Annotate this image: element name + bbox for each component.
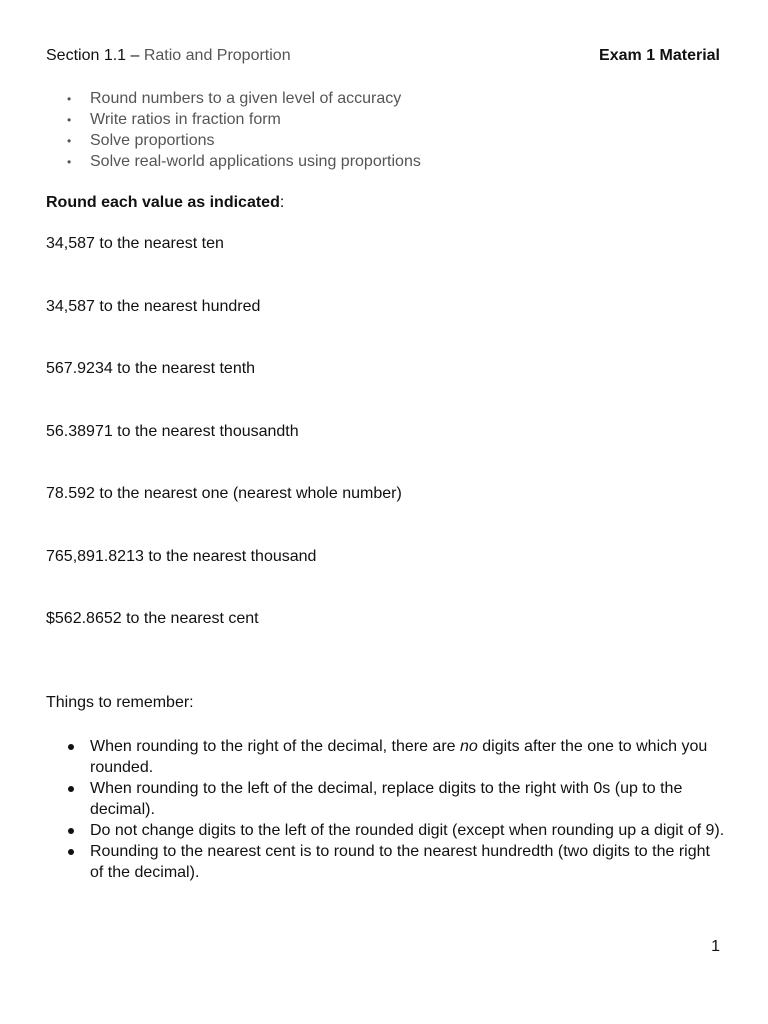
bullet-icon: • — [67, 92, 72, 106]
objectives-list — [46, 89, 421, 173]
bullet-icon: • — [67, 155, 72, 169]
rule-item: Rounding to the nearest cent is to round to the nearest hundredth (two digits to the right of the decimal). — [46, 841, 726, 883]
rule-item: Do not change digits to the left of the rounded digit (except when rounding up a digit of 9). — [46, 820, 726, 841]
rounding-problem: 78.592 to the nearest one (nearest whole number) — [46, 485, 402, 502]
objective-item: • Solve real-world applications using proportions — [67, 153, 421, 170]
section-title: Ratio and Proportion — [143, 47, 291, 64]
rounding-problem: 56.38971 to the nearest thousandth — [46, 423, 299, 440]
rule-item: When rounding to the right of the decimal, there are no digits after the one to which you rounded. — [46, 736, 726, 778]
objective-item: • Write ratios in fraction form — [67, 111, 281, 128]
objective-item: • Solve proportions — [67, 132, 215, 149]
rounding-problem: 765,891.8213 to the nearest thousand — [46, 548, 317, 565]
section-heading — [46, 47, 291, 65]
section-label: Section 1.1 – — [46, 47, 144, 64]
rounding-problem: 34,587 to the nearest ten — [46, 235, 224, 252]
page-number: 1 — [711, 938, 720, 955]
rule-item: When rounding to the left of the decimal, replace digits to the right with 0s (up to the decimal). — [46, 778, 726, 820]
objective-item: • Round numbers to a given level of accuracy — [67, 90, 402, 107]
rules-list — [46, 736, 726, 883]
bullet-icon — [68, 744, 74, 750]
instruction-heading — [46, 194, 284, 212]
bullet-icon — [68, 849, 74, 855]
page-header — [46, 47, 720, 67]
instruction-bold-text: Round each value as indicated — [46, 194, 280, 211]
rounding-problem: $562.8652 to the nearest cent — [46, 610, 259, 627]
bullet-icon — [68, 786, 74, 792]
rounding-problem: 34,587 to the nearest hundred — [46, 298, 261, 315]
exam-label: Exam 1 Material — [599, 47, 720, 64]
instruction-suffix: : — [279, 194, 285, 211]
rounding-problem: 567.9234 to the nearest tenth — [46, 360, 256, 377]
remember-heading: Things to remember: — [46, 694, 194, 711]
bullet-icon: • — [67, 113, 72, 127]
bullet-icon — [68, 828, 74, 834]
bullet-icon: • — [67, 134, 72, 148]
